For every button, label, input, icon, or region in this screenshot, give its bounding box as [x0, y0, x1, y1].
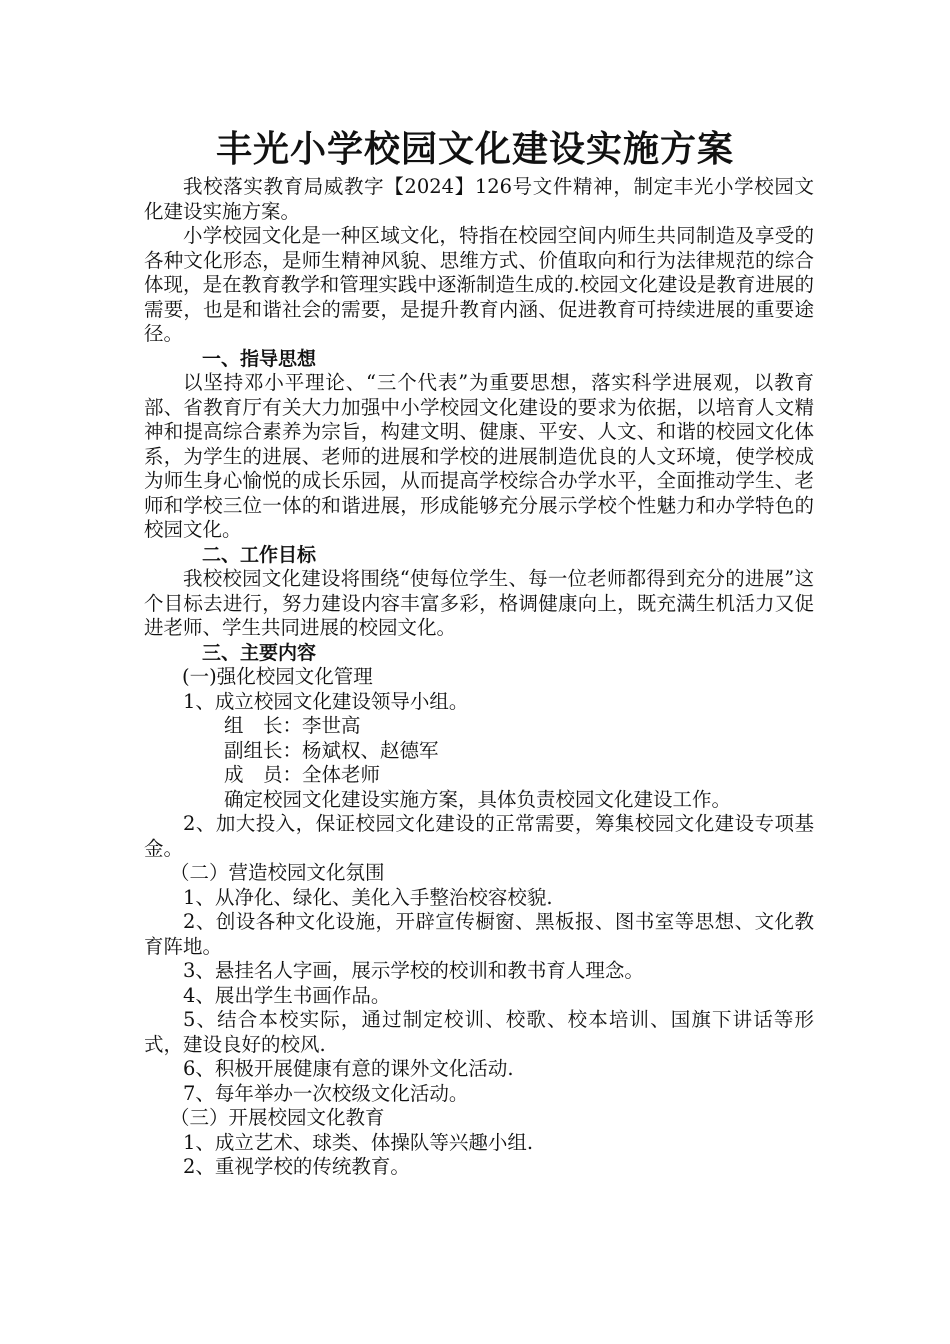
- list-item: 2、加大投入，保证校园文化建设的正常需要，筹集校园文化建设专项基金。: [144, 812, 814, 860]
- section-heading-main-content: 三、主要内容: [202, 641, 317, 664]
- list-item: 1、成立校园文化建设领导小组。: [183, 689, 469, 713]
- page-title: 丰光小学校园文化建设实施方案: [215, 129, 734, 170]
- section-heading-work-goals: 二、工作目标: [202, 543, 317, 566]
- subsection-title-management: (一)强化校园文化管理: [182, 665, 373, 688]
- list-item: 4、展出学生书画作品。: [183, 983, 391, 1007]
- subsection-title-education: （三）开展校园文化教育: [170, 1106, 385, 1129]
- document-body: [144, 175, 814, 1180]
- list-item: 2、重视学校的传统教育。: [183, 1155, 410, 1178]
- list-item: 6、积极开展健康有意的课外文化活动.: [183, 1057, 514, 1080]
- section-heading-guiding-ideology: 一、指导思想: [202, 347, 317, 370]
- group-leader-line: 组 长：李世高: [224, 714, 361, 737]
- intro-paragraph-2: 小学校园文化是一种区域文化，特指在校园空间内师生共同制造及享受的各种文化形态，是师生精神风貌、思维方式、价值取向和行为法律规范的综合体现，是在教育教学和管理实践中逐渐制造生成的.校园文化建设是教育进展的需要，也是和谐社会的需要，是提升教育内涵、促进教育可持续进展的重要途径。: [144, 224, 814, 345]
- list-item: 7、每年举办一次校级文化活动。: [183, 1081, 469, 1105]
- list-item: 5、结合本校实际，通过制定校训、校歌、校本培训、国旗下讲话等形式，建设良好的校风.: [144, 1008, 814, 1056]
- subsection-title-atmosphere: （二）营造校园文化氛围: [170, 861, 385, 884]
- deputy-leader-line: 副组长：杨斌权、赵德军: [224, 738, 439, 762]
- intro-paragraph-1: 我校落实教育局威教字【2024】126号文件精神，制定丰光小学校园文化建设实施方案。: [144, 175, 814, 223]
- section-text-guiding-ideology: 以坚持邓小平理论、“三个代表”为重要思想，落实科学进展观，以教育部、省教育厅有关大力加强中小学校园文化建设的要求为依据，以培育人文精神和提高综合素养为宗旨，构建文明、健康、平安、人文、和谐的校园文化体系，为学生的进展、老师的进展和学校的进展制造优良的人文环境，使学校成为师生身心愉悦的成长乐园，从而提高学校综合办学水平，全面推动学生、老师和学校三位一体的和谐进展，形成能够充分展示学校个性魅力和办学特色的校园文化。: [144, 371, 814, 541]
- section-text-work-goals: 我校校园文化建设将围绕“使每位学生、每一位老师都得到充分的进展”这个目标去进行，努力建设内容丰富多彩，格调健康向上，既充满生机活力又促进老师、学生共同进展的校园文化。: [144, 567, 814, 639]
- duty-line: 确定校园文化建设实施方案，具体负责校园文化建设工作。: [224, 787, 732, 811]
- list-item: 3、悬挂名人字画，展示学校的校训和教书育人理念。: [183, 959, 644, 982]
- list-item: 1、从净化、绿化、美化入手整治校容校貌.: [183, 885, 553, 909]
- list-item: 1、成立艺术、球类、体操队等兴趣小组.: [183, 1130, 534, 1154]
- members-line: 成 员：全体老师: [224, 763, 381, 786]
- list-item: 2、创设各种文化设施，开辟宣传橱窗、黑板报、图书室等思想、文化教育阵地。: [144, 910, 814, 958]
